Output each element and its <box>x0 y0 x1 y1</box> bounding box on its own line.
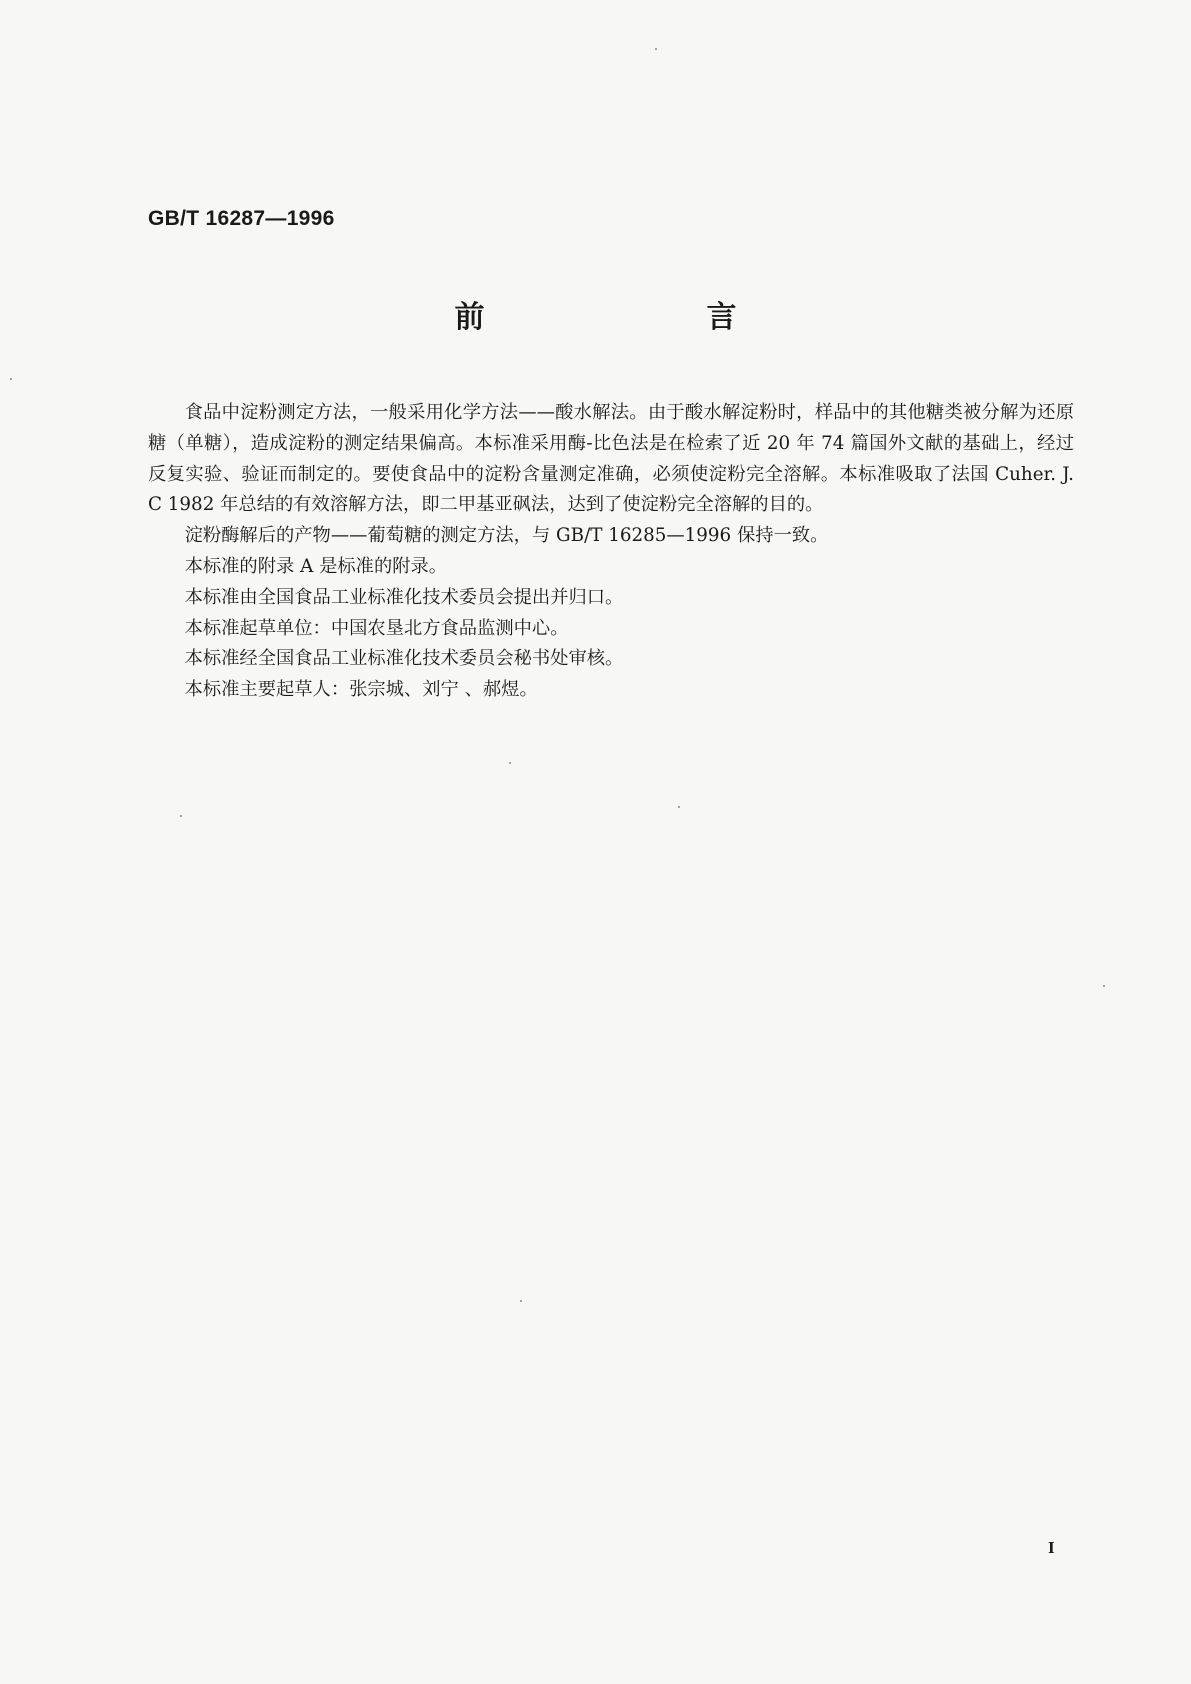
paragraph-proposed-by: 本标准由全国食品工业标准化技术委员会提出并归口。 <box>184 586 624 608</box>
paragraph-drafting-unit: 本标准起草单位：中国农垦北方食品监测中心。 <box>184 617 569 639</box>
standard-code: GB/T 16287—1996 <box>148 207 335 230</box>
scan-speck <box>1103 985 1105 987</box>
page-number: I <box>1048 1538 1055 1557</box>
paragraph-reviewed-by: 本标准经全国食品工业标准化技术委员会秘书处审核。 <box>184 648 624 670</box>
page-title: 前 言 <box>454 300 833 335</box>
scan-speck <box>10 378 12 380</box>
paragraph-appendix: 本标准的附录 A 是标准的附录。 <box>184 555 448 577</box>
paragraph-intro: 食品中淀粉测定方法，一般采用化学方法——酸水解法。由于酸水解淀粉时，样品中的其他糖类被分解为还原糖（单糖），造成淀粉的测定结果偏高。本标准采用酶-比色法是在检索了近 20 年 74 篇国外文献的基础上，经过反复实验、验证而制定的。要使食品中的淀粉含量测定准确，必须使淀粉完全溶解。本标准吸取了法国 Cuher. J. C 1982 年总结的有效溶解方法，即二甲基亚砜法，达到了使淀粉完全溶解的目的。 <box>148 402 1074 516</box>
foreword-body <box>148 398 1074 706</box>
scan-speck <box>520 1300 522 1302</box>
paragraph-drafters: 本标准主要起草人：张宗城、刘宁 、郝煜。 <box>184 679 538 701</box>
scan-speck <box>180 815 182 817</box>
scan-speck <box>509 762 511 764</box>
scan-speck <box>655 48 657 50</box>
paragraph-glucose-method: 淀粉酶解后的产物——葡萄糖的测定方法，与 GB/T 16285—1996 保持一致。 <box>184 525 829 547</box>
scan-speck <box>678 806 680 808</box>
